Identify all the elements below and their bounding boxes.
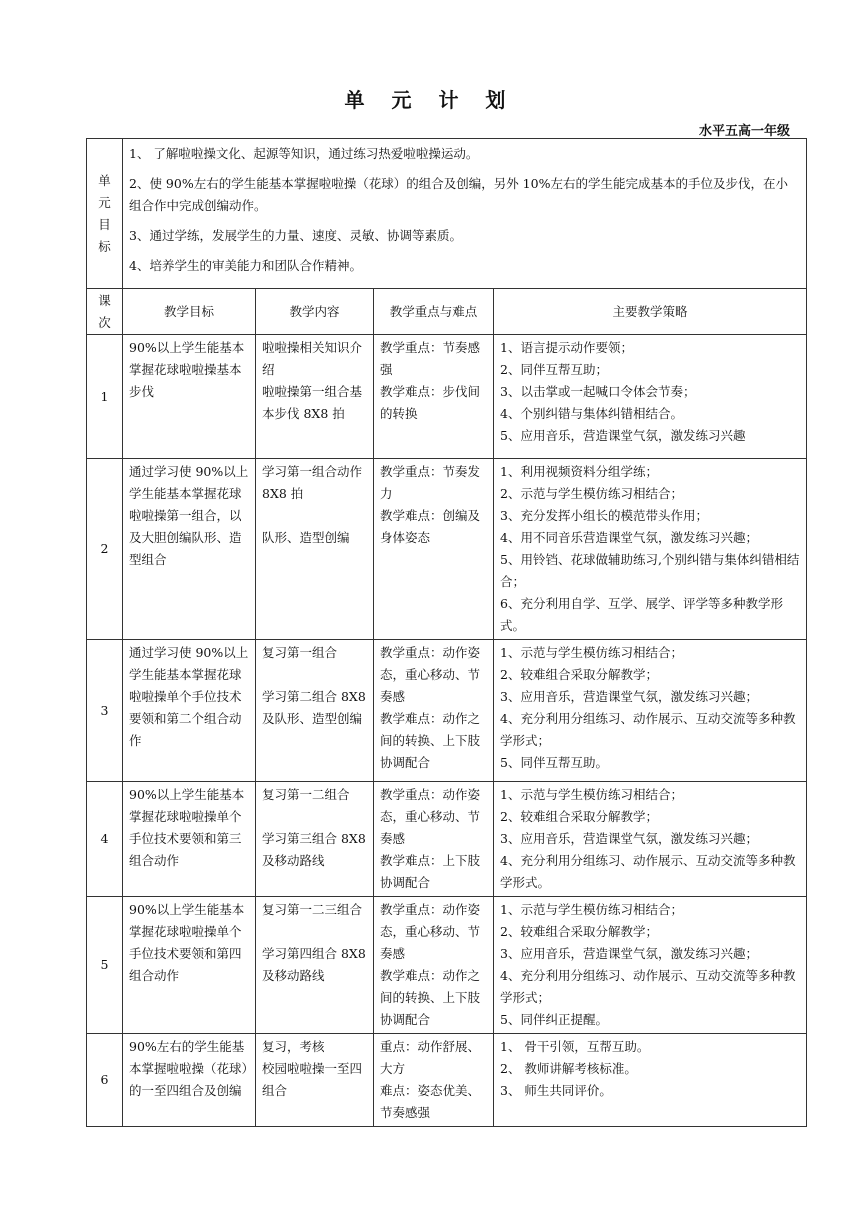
lesson-strategy-line: 2、示范与学生模仿练习相结合； [500, 486, 683, 501]
lesson-row [87, 640, 807, 782]
header-content: 教学内容 [256, 289, 374, 335]
header-lesson [87, 289, 123, 335]
lesson-content [256, 897, 374, 1034]
lesson-strategy-line: 4、充分利用分组练习、动作展示、互动交流等多种教学形式。 [500, 853, 796, 890]
lesson-strategy-line: 3、应用音乐，营造课堂气氛，激发练习兴趣； [500, 831, 758, 846]
lesson-number: 1 [87, 335, 123, 459]
lesson-strategy [494, 335, 807, 459]
unit-goal: 2、使 90%左右的学生能基本掌握啦啦操（花球）的组合及创编，另外 10%左右的学生能完成基本的手位及步伐，在小组合作中完成创编动作。 [129, 176, 788, 213]
lesson-strategy-line: 4、用不同音乐营造课堂气氛，激发练习兴趣； [500, 530, 758, 545]
lesson-focus [374, 782, 494, 897]
lesson-row [87, 335, 807, 459]
lesson-strategy-line: 1、利用视频资料分组学练； [500, 464, 658, 479]
lesson-focus-line: 难点：姿态优美、节奏感强 [380, 1083, 481, 1120]
lesson-focus-line: 教学重点：节奏感强 [380, 340, 481, 377]
lesson-strategy-line: 2、较难组合采取分解教学； [500, 924, 658, 939]
lesson-strategy-line: 2、同伴互帮互助； [500, 362, 608, 377]
lesson-content-line: 学习第一组合动作 8X8 拍 [262, 464, 363, 501]
lesson-content-line: 学习第三组合 8X8 及移动路线 [262, 831, 366, 868]
lesson-number: 4 [87, 782, 123, 897]
unit-goals-cell [123, 139, 807, 289]
lesson-content-line [262, 664, 367, 686]
page-title: 单 元 计 划 [344, 88, 516, 112]
lesson-focus-line: 教学重点：节奏发力 [380, 464, 481, 501]
lesson-focus-line: 教学重点：动作姿态，重心移动、节奏感 [380, 787, 481, 846]
lesson-strategy-line: 2、 教师讲解考核标准。 [500, 1061, 637, 1076]
lesson-focus [374, 897, 494, 1034]
lesson-strategy-line: 1、 骨干引领，互帮互助。 [500, 1039, 650, 1054]
lesson-strategy-line: 4、充分利用分组练习、动作展示、互动交流等多种教学形式； [500, 968, 796, 1005]
header-lesson-text: 课次 [98, 292, 111, 330]
lesson-focus [374, 459, 494, 640]
lesson-strategy-line: 3、充分发挥小组长的模范带头作用； [500, 508, 708, 523]
lesson-row [87, 1034, 807, 1127]
lesson-strategy-line: 3、以击掌或一起喊口令体会节奏； [500, 384, 696, 399]
lesson-number: 6 [87, 1034, 123, 1127]
unit-goals-row [87, 139, 807, 289]
lesson-strategy [494, 1034, 807, 1127]
header-objective: 教学目标 [123, 289, 256, 335]
lesson-strategy-line: 6、充分利用自学、互学、展学、评学等多种教学形式。 [500, 596, 783, 633]
lesson-content-line [262, 806, 367, 828]
lesson-strategy-line: 5、同伴互帮互助。 [500, 755, 608, 770]
lesson-strategy-line: 3、 师生共同评价。 [500, 1083, 612, 1098]
header-strategy: 主要教学策略 [494, 289, 807, 335]
unit-goal: 3、通过学练，发展学生的力量、速度、灵敏、协调等素质。 [129, 228, 462, 243]
lesson-content-line: 复习第一组合 [262, 645, 338, 660]
lesson-content-line [262, 921, 367, 943]
lesson-content-line: 校园啦啦操一至四组合 [262, 1061, 363, 1098]
lesson-strategy-line: 1、示范与学生模仿练习相结合； [500, 902, 683, 917]
lesson-content [256, 335, 374, 459]
lesson-content-line: 复习第一二三组合 [262, 902, 363, 917]
lesson-content-line: 复习第一二组合 [262, 787, 350, 802]
lesson-strategy-line: 3、应用音乐，营造课堂气氛，激发练习兴趣； [500, 946, 758, 961]
lesson-number: 5 [87, 897, 123, 1034]
lesson-number: 2 [87, 459, 123, 640]
header-row [87, 289, 807, 335]
lesson-focus-line: 教学重点：动作姿态，重心移动、节奏感 [380, 645, 481, 704]
lesson-objective: 通过学习使 90%以上学生能基本掌握花球啦啦操第一组合，以及大胆创编队形、造型组合 [123, 459, 256, 640]
lesson-content-line: 啦啦操相关知识介绍 [262, 340, 363, 377]
lesson-content-line: 队形、造型创编 [262, 530, 350, 545]
lesson-strategy-line: 5、应用音乐，营造课堂气氛，激发练习兴趣 [500, 428, 746, 443]
unit-goals-label: 单元目标 [98, 172, 111, 254]
lesson-strategy-line: 5、同伴纠正提醒。 [500, 1012, 608, 1027]
lesson-objective: 90%以上学生能基本掌握花球啦啦操单个手位技术要领和第三组合动作 [123, 782, 256, 897]
lesson-objective: 通过学习使 90%以上学生能基本掌握花球啦啦操单个手位技术要领和第二个组合动作 [123, 640, 256, 782]
lesson-objective: 90%左右的学生能基本掌握啦啦操（花球）的一至四组合及创编 [123, 1034, 256, 1127]
lesson-content-line: 啦啦操第一组合基本步伐 8X8 拍 [262, 384, 363, 421]
lesson-strategy-line: 4、个别纠错与集体纠错相结合。 [500, 406, 683, 421]
lesson-focus-line: 教学难点：上下肢协调配合 [380, 853, 481, 890]
lesson-objective: 90%以上学生能基本掌握花球啦啦操单个手位技术要领和第四组合动作 [123, 897, 256, 1034]
lesson-focus [374, 640, 494, 782]
lesson-number: 3 [87, 640, 123, 782]
unit-goal: 1、 了解啦啦操文化、起源等知识，通过练习热爱啦啦操运动。 [129, 146, 479, 161]
lesson-focus-line: 教学难点：步伐间的转换 [380, 384, 481, 421]
unit-goal: 4、培养学生的审美能力和团队合作精神。 [129, 258, 362, 273]
grade-level: 水平五高一年级 [698, 124, 790, 139]
unit-goals-label-cell [87, 139, 123, 289]
lesson-row [87, 459, 807, 640]
lesson-content [256, 782, 374, 897]
lesson-content-line: 学习第四组合 8X8 及移动路线 [262, 946, 366, 983]
lesson-strategy-line: 5、用铃铛、花球做辅助练习,个别纠错与集体纠错相结合； [500, 552, 800, 589]
lesson-strategy [494, 897, 807, 1034]
lesson-strategy-line: 2、较难组合采取分解教学； [500, 667, 658, 682]
lesson-focus [374, 1034, 494, 1127]
lesson-row [87, 897, 807, 1034]
lesson-strategy-line: 1、语言提示动作要领； [500, 340, 633, 355]
lesson-content [256, 1034, 374, 1127]
lesson-content [256, 459, 374, 640]
lesson-strategy [494, 459, 807, 640]
lesson-strategy-line: 2、较难组合采取分解教学； [500, 809, 658, 824]
lesson-row [87, 782, 807, 897]
header-focus: 教学重点与难点 [374, 289, 494, 335]
lesson-focus [374, 335, 494, 459]
lesson-content-line: 学习第二组合 8X8 及队形、造型创编 [262, 689, 366, 726]
lesson-focus-line: 重点：动作舒展、大方 [380, 1039, 481, 1076]
lesson-content-line [262, 505, 367, 527]
lesson-strategy [494, 640, 807, 782]
lesson-strategy-line: 4、充分利用分组练习、动作展示、互动交流等多种教学形式； [500, 711, 796, 748]
lesson-focus-line: 教学难点：动作之间的转换、上下肢协调配合 [380, 711, 481, 770]
lesson-focus-line: 教学重点：动作姿态，重心移动、节奏感 [380, 902, 481, 961]
lesson-strategy [494, 782, 807, 897]
lesson-content-line: 复习，考核 [262, 1039, 325, 1054]
unit-plan-table [86, 138, 807, 1127]
lesson-strategy-line: 1、示范与学生模仿练习相结合； [500, 787, 683, 802]
lesson-focus-line: 教学难点：动作之间的转换、上下肢协调配合 [380, 968, 481, 1027]
lesson-strategy-line: 1、示范与学生模仿练习相结合； [500, 645, 683, 660]
lesson-strategy-line: 3、应用音乐，营造课堂气氛，激发练习兴趣； [500, 689, 758, 704]
lesson-focus-line: 教学难点：创编及身体姿态 [380, 508, 481, 545]
lesson-objective: 90%以上学生能基本掌握花球啦啦操基本步伐 [123, 335, 256, 459]
lesson-content [256, 640, 374, 782]
